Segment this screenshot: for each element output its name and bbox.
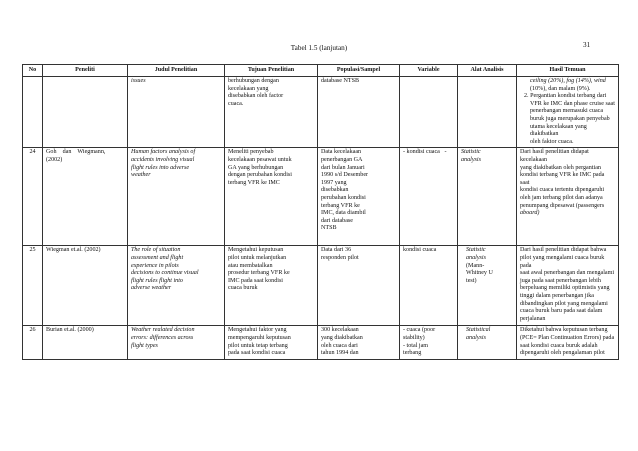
cell-peneliti: Wiegman et.al. (2002) — [43, 246, 128, 326]
page-number: 31 — [583, 41, 591, 49]
cell-hasil: ceiling (20%), fog (14%), wind (10%), dan malam (9%). 2. Pergantian kondisi terbang dari VFR ke IMC dan phase cruise saat penerbangan memasuki cuaca buruk juga merupakan penyebab utama kecelakaan yang diakibatkan oleh faktor cuaca. — [517, 77, 619, 148]
cell-tujuan: berhubungan dengan kecelakaan yang disebabkan oleh factor cuaca. — [225, 77, 318, 148]
header-judul: Judul Penelitian — [128, 65, 225, 77]
cell-alat: Statistic analysis (Mann- Whitney U test) — [458, 246, 517, 326]
table-row — [23, 246, 619, 326]
header-alat: Alat Analisis — [458, 65, 517, 77]
header-peneliti: Peneliti — [43, 65, 128, 77]
header-tujuan: Tujuan Penelitian — [225, 65, 318, 77]
cell-variable — [400, 77, 458, 148]
cell-no — [23, 77, 43, 148]
table-header-row — [23, 65, 619, 77]
cell-alat: Statistic analysis — [458, 148, 517, 246]
cell-variable: - kondisi cuaca - — [400, 148, 458, 246]
cell-populasi: database NTSB — [318, 77, 400, 148]
cell-alat: Statistical analysis — [458, 326, 517, 360]
cell-peneliti — [43, 77, 128, 148]
cell-populasi: 300 kecelakaan yang diakibatkan oleh cuaca dari tahun 1994 dan — [318, 326, 400, 360]
cell-peneliti: Burian et.al. (2000) — [43, 326, 128, 360]
cell-judul: issues — [128, 77, 225, 148]
table-row — [23, 326, 619, 360]
cell-no: 24 — [23, 148, 43, 246]
cell-no: 26 — [23, 326, 43, 360]
research-table — [22, 64, 619, 360]
cell-hasil: Dari hasil penelitian didapat bahwa pilot yang mengalami cuaca buruk pada saat awal penerbangan dan mengalami juga pada saat penerbangan lebih berpeluang memiliki optimistis yang tinggi dalam penerbangan jika dibandingkan pilot yang mengalami cuaca buruk baru pada saat dalam perjalanan — [517, 246, 619, 326]
cell-tujuan: Meneliti penyebab kecelakaan pesawat untuk GA yang berhubungan dengan perubahan kondisi terbang VFR ke IMC — [225, 148, 318, 246]
table-row — [23, 77, 619, 148]
cell-alat — [458, 77, 517, 148]
header-no: No — [23, 65, 43, 77]
cell-hasil: Dari hasil penelitian didapat kecelakaan yang diakibatkan oleh pergantian kondisi terbang VFR ke IMC pada saat kondisi cuaca tertentu dipengaruhi oleh jam terbang pilot dan adanya penumpang dipesawat (passengers aboard) — [517, 148, 619, 246]
table-caption: Tabel 1.5 (lanjutan) — [290, 44, 348, 52]
cell-peneliti: Goh dan Wiegmann, (2002) — [43, 148, 128, 246]
cell-tujuan: Mengetahui faktor yang mempengaruhi keputusan pilot untuk tetap terbang pada saat kondisi cuaca — [225, 326, 318, 360]
table-row — [23, 148, 619, 246]
cell-judul: Human factors analysis of accidents involving visual flight rules into adverse weather — [128, 148, 225, 246]
header-variable: Variable — [400, 65, 458, 77]
cell-populasi: Data kecelakaan penerbangan GA dari bulan Januari 1990 s/d Desember 1997 yang disebabkan perubahan kondisi terbang VFR ke IMC, data diambil dari database NTSB — [318, 148, 400, 246]
header-populasi: Populasi/Sampel — [318, 65, 400, 77]
cell-hasil: Diketahui bahwa keputusan terbang (PCE= Plan Continuation Errors) pada saat kondisi cuaca buruk adalah dipengaruhi oleh pengalaman pilot — [517, 326, 619, 360]
cell-populasi: Data dari 36 responden pilot — [318, 246, 400, 326]
cell-variable: kondisi cuaca — [400, 246, 458, 326]
header-hasil: Hasil Temuan — [517, 65, 619, 77]
cell-judul: Weather realated decision errors: differences across flight types — [128, 326, 225, 360]
cell-tujuan: Mengetahui keputusan pilot untuk melanjutkan atau membatalkan prosedur terbang VFR ke IMC pada saat kondisi cuaca buruk — [225, 246, 318, 326]
cell-judul: The role of situation assessment and flight experience in pilots decisions to continue visual flight rules flight into adverse weather — [128, 246, 225, 326]
cell-no: 25 — [23, 246, 43, 326]
cell-variable: - cuaca (poor stability) - total jam terbang — [400, 326, 458, 360]
